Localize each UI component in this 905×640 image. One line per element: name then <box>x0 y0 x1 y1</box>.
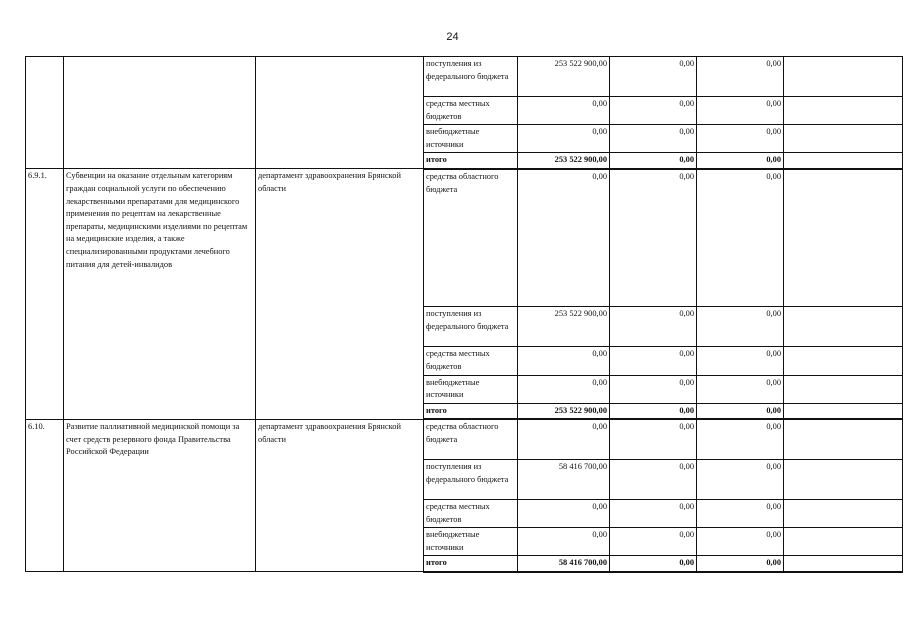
item-executor: департамент здравоохранения Брянской области <box>256 169 424 419</box>
funding-source: поступления из федерального бюджета <box>424 459 518 499</box>
amount-cell: 0,00 <box>518 375 610 403</box>
item-description <box>64 57 256 169</box>
blank-cell <box>784 347 903 375</box>
total-label: итого <box>424 403 518 419</box>
amount-cell: 0,00 <box>697 375 784 403</box>
amount-cell: 0,00 <box>697 499 784 527</box>
amount-cell: 0,00 <box>610 347 697 375</box>
funding-source: средства местных бюджетов <box>424 97 518 125</box>
amount-cell: 0,00 <box>697 307 784 347</box>
amount-cell: 0,00 <box>518 347 610 375</box>
blank-cell <box>784 556 903 572</box>
amount-cell: 0,00 <box>610 528 697 556</box>
funding-source: средства областного бюджета <box>424 419 518 459</box>
item-number: 6.10. <box>26 419 64 571</box>
amount-cell: 0,00 <box>697 419 784 459</box>
table-row <box>26 419 903 459</box>
blank-cell <box>784 499 903 527</box>
amount-cell: 0,00 <box>697 403 784 419</box>
amount-cell: 58 416 700,00 <box>518 459 610 499</box>
total-label: итого <box>424 153 518 169</box>
table-row <box>26 169 903 307</box>
amount-cell: 0,00 <box>697 153 784 169</box>
amount-cell: 0,00 <box>518 97 610 125</box>
amount-cell: 0,00 <box>518 125 610 153</box>
item-description: Субвенции на оказание отдельным категориям граждан социальной услуги по обеспечению лекарственными препаратами для медицинского применения по рецептам на лекарственные препараты, медицинскими изделиями по рецептам на медицинские изделия, а также специализированными продуктами лечебного питания для детей-инвалидов <box>64 169 256 419</box>
amount-cell: 0,00 <box>610 57 697 97</box>
amount-cell: 0,00 <box>518 499 610 527</box>
blank-cell <box>784 307 903 347</box>
amount-cell: 0,00 <box>610 169 697 307</box>
amount-cell: 0,00 <box>697 347 784 375</box>
blank-cell <box>784 57 903 97</box>
blank-cell <box>784 125 903 153</box>
funding-source: внебюджетные источники <box>424 375 518 403</box>
budget-table <box>25 56 903 573</box>
budget-table-body <box>26 57 903 572</box>
funding-source: внебюджетные источники <box>424 125 518 153</box>
funding-source: внебюджетные источники <box>424 528 518 556</box>
funding-source: средства местных бюджетов <box>424 499 518 527</box>
amount-cell: 0,00 <box>610 459 697 499</box>
amount-cell: 0,00 <box>518 528 610 556</box>
item-executor: департамент здравоохранения Брянской области <box>256 419 424 571</box>
amount-cell: 0,00 <box>610 125 697 153</box>
blank-cell <box>784 97 903 125</box>
item-executor <box>256 57 424 169</box>
funding-source: средства областного бюджета <box>424 169 518 307</box>
amount-cell: 0,00 <box>610 556 697 572</box>
blank-cell <box>784 459 903 499</box>
item-number: 6.9.1. <box>26 169 64 419</box>
amount-cell: 58 416 700,00 <box>518 556 610 572</box>
blank-cell <box>784 528 903 556</box>
amount-cell: 0,00 <box>697 556 784 572</box>
amount-cell: 0,00 <box>518 169 610 307</box>
amount-cell: 0,00 <box>518 419 610 459</box>
blank-cell <box>784 153 903 169</box>
amount-cell: 0,00 <box>610 499 697 527</box>
item-description: Развитие паллиативной медицинской помощи за счет средств резервного фонда Правительства Российской Федерации <box>64 419 256 571</box>
amount-cell: 0,00 <box>610 403 697 419</box>
funding-source: поступления из федерального бюджета <box>424 57 518 97</box>
blank-cell <box>784 403 903 419</box>
amount-cell: 0,00 <box>697 528 784 556</box>
amount-cell: 253 522 900,00 <box>518 307 610 347</box>
amount-cell: 0,00 <box>697 97 784 125</box>
blank-cell <box>784 419 903 459</box>
total-label: итого <box>424 556 518 572</box>
amount-cell: 0,00 <box>610 97 697 125</box>
funding-source: поступления из федерального бюджета <box>424 307 518 347</box>
amount-cell: 253 522 900,00 <box>518 57 610 97</box>
blank-cell <box>784 375 903 403</box>
amount-cell: 0,00 <box>610 307 697 347</box>
amount-cell: 0,00 <box>610 153 697 169</box>
page-number: 24 <box>446 31 459 43</box>
table-row <box>26 57 903 97</box>
amount-cell: 253 522 900,00 <box>518 403 610 419</box>
amount-cell: 0,00 <box>697 57 784 97</box>
blank-cell <box>784 169 903 307</box>
amount-cell: 0,00 <box>697 125 784 153</box>
item-number <box>26 57 64 169</box>
amount-cell: 0,00 <box>697 169 784 307</box>
amount-cell: 0,00 <box>697 459 784 499</box>
amount-cell: 0,00 <box>610 419 697 459</box>
funding-source: средства местных бюджетов <box>424 347 518 375</box>
amount-cell: 253 522 900,00 <box>518 153 610 169</box>
amount-cell: 0,00 <box>610 375 697 403</box>
